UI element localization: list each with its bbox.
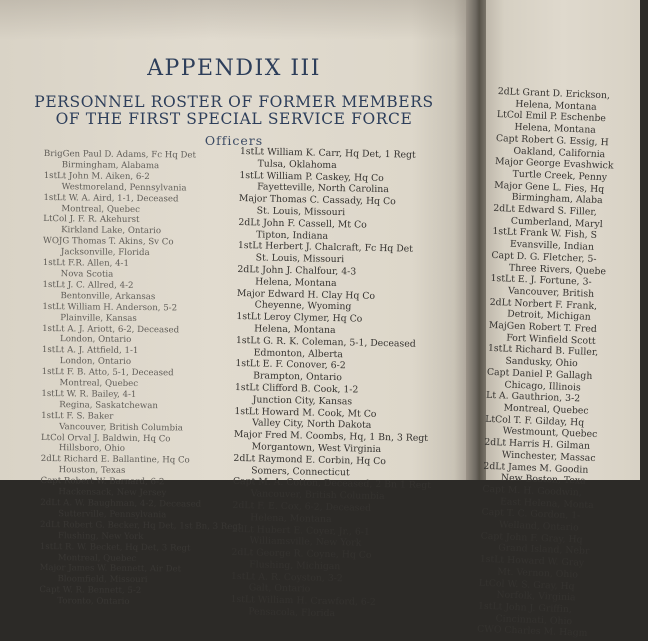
officer-location: Birmingham, Alabama [61,160,160,172]
officer-name: 1stLt A. J. Ariott, 6-2, Deceased [42,323,180,335]
officer-location: Brampton, Ontario [253,370,343,384]
officer-location: Helena, Montana [515,98,597,113]
officer-location: Williamsville, New York [249,535,362,549]
officer-location: Montreal, Quebec [57,552,137,564]
officer-location: Helena, Montana [255,276,337,289]
officer-name: 2dLt James M. Goodin [483,460,589,476]
officer-location: Nova Scotia [60,269,114,280]
roster-entry [44,149,244,173]
officer-location: Oakland, California [513,145,606,160]
roster-entry [41,454,241,478]
officer-location: Bloomfield, Missouri [57,574,148,586]
officer-location: Westmoreland, Pennsylvania [61,181,187,194]
roster-entry [41,389,241,413]
roster-entry [42,302,242,326]
officer-location: Westmount, Quebec [502,425,598,441]
officer-location: Vancouver, British Columbia [250,488,385,503]
officer-location: Welland, Ontario [498,519,579,534]
roster-entry [230,594,445,622]
officer-location: Valley City, North Dakota [252,417,372,432]
roster-entry [43,236,243,260]
officer-name: 1stLt F. B. Atto, 5-1, Deceased [41,367,174,379]
officer-location: Bentonville, Arkansas [60,290,156,302]
officer-name: Major Gene L. Fies, Hq [493,179,605,195]
roster-column-left [39,149,244,609]
roster-entry [43,214,243,238]
officer-location: Cheyenne, Wyoming [254,299,352,313]
officer-location: Three Rivers, Quebe [508,262,607,277]
roster-entry [42,323,242,347]
officer-name: Capt Robert W. Barnard, 6-2 [40,476,165,488]
officer-location: Flushing, New York [57,530,144,542]
officer-name: Major George Evashwick [494,156,614,172]
officer-name: LtCol J. F. R. Akehurst [43,214,140,226]
officer-location: St. Louis, Missouri [255,252,345,266]
officer-name: 1stLt John M. Aiken, 6-2 [43,170,150,182]
officer-location: Plainville, Kansas [60,312,137,324]
officer-name: 1stLt Howard W. Gray [479,553,585,569]
officer-location: Junction City, Kansas [252,394,353,408]
officer-name: 1stLt Howard M. Cook, Mt Co [234,405,377,420]
roster-entry [40,520,240,544]
officer-location: New Boston, Texa [500,472,586,487]
officer-name: 2dLt Raymond E. Corbin, Hq Co [233,452,386,467]
officer-name: Capt M. H. Goodwin, [482,483,582,499]
officer-location: St. Louis, Missouri [256,205,346,219]
officer-name: 1stLt W. R. Bailey, 4-1 [41,388,137,400]
officer-location: Vancouver, British Columbia [59,421,183,434]
officer-name: 1stLt Frank W. Fish, S [492,226,598,242]
officer-location: Cincinnati, Ohio [495,612,573,627]
officer-name: MajGen Robert T. Fred [488,319,598,336]
roster-entry [42,280,242,304]
roster-entry [40,476,240,500]
officer-location: Montreal, Quebec [503,402,589,417]
officer-name: 1stLt Richard B. Fuller, [487,343,599,359]
roster-entry [43,258,243,282]
officer-name: 2dLt Robert G. Becker, Hq Det, 1st Bn, 3 Regt [40,519,242,532]
officer-location: Edmonton, Alberta [253,346,344,360]
officer-location: Helena, Montana [254,323,336,336]
officer-name: 2dLt Richard E. Ballantine, Hq Co [40,454,190,466]
page-shadow [0,0,468,40]
officer-name: 1stLt F.R. Allen, 4-1 [42,258,129,269]
roster-heading-line-2: OF THE FIRST SPECIAL SERVICE FORCE [55,110,413,128]
officer-location: Detroit, Michigan [507,308,591,324]
officer-location: Hillsboro, Ohio [58,443,125,455]
officer-location: Helena, Montana [250,511,332,525]
officer-name: Major Fred M. Coombs, Hq, 1 Bn, 3 Regt [233,429,429,445]
officer-name: 2dLt Hubert E. Coyer, Jr., 6-1 [231,523,370,538]
officer-name: 1stLt R. W. Becket, Hq Det, 3 Regt [39,541,191,554]
roster-entry [39,585,239,609]
officer-location: Fayetteville, North Carolina [257,181,389,196]
officer-name: LtCol Orval J. Baldwin, Hq Co [40,432,171,444]
officer-name: 1stLt John J. Griffin, [477,600,572,616]
officer-name: LtCol Emil P. Eschenbe [496,109,607,125]
officer-name: LtCol T. F. Gilday, Hq [484,413,585,429]
officer-name: Capt Daniel P. Gallagh [486,366,593,382]
officer-name: CWO Charles M. Hagm [476,623,588,640]
officer-location: Sandusky, Ohio [505,355,578,370]
officer-location: Sutterville, Pennsylvania [58,509,167,521]
officer-name: LtCol W. S. Gray, Hq [478,577,575,592]
roster-entry [39,563,239,587]
officer-name: Capt John F. Gray, Hq [480,530,583,546]
officer-location: Chicago, Illinois [504,379,581,393]
roster-entry [41,433,241,457]
officer-name: 1stLt Herbert J. Chalcraft, Fc Hq Det [237,240,414,256]
officer-name: Capt M. A. Cotton, Deceased, 2 Bn 1 Regt [232,476,432,492]
officer-name: 1stLt William H. Crawford, 6-2 [230,594,376,609]
officer-name: 1stLt William P. Caskey, Hq Co [239,169,384,184]
officer-name: Capt T. C. Gordon, 1- [481,507,581,522]
officer-name: 1stLt F. S. Baker [41,410,114,422]
officer-name: Capt Robert G. Essig, H [495,132,609,149]
officer-location: Grand Island, Nebr [498,542,590,558]
section-title-officers: Officers [204,133,264,148]
officer-location: Galt, Ontario [248,582,311,596]
officer-name: 1stLt E. F. Conover, 6-2 [235,358,346,372]
officer-name: 2dLt Norbert F. Frank, [489,296,598,312]
officer-location: East Helena, Monta [499,495,594,511]
officer-name: 1stLt William H. Anderson, 5-2 [42,301,178,314]
officer-name: Major Edward H. Clay Hq Co [236,287,376,302]
officer-location: Kirkland Lake, Ontario [61,225,162,237]
officer-location: Turtle Creek, Penny [512,168,608,184]
officer-location: Fort Winfield Scott [506,332,596,347]
officer-name: BrigGen Paul D. Adams, Fc Hq Det [43,149,196,161]
officer-location: Helena, Montana [514,121,597,136]
officer-name: 1stLt Leroy Clymer, Hq Co [236,311,363,325]
officer-name: 1stLt William K. Carr, Hq Det, 1 Regt [239,146,416,161]
officer-location: Houston, Texas [58,465,126,477]
officer-name: 1stLt A. R. Coyston, 3-2 [230,570,343,584]
officer-name: 1stLt G. R. K. Coleman, 5-1, Deceased [235,334,416,350]
officer-name: 2dLt Edward S. Filler, [493,202,597,218]
roster-entry [44,171,244,195]
officer-name: 2dLt John F. Cassell, Mt Co [238,216,367,231]
officer-name: WOJG Thomas T. Akins, Sv Co [42,236,174,248]
officer-location: Somers, Connecticut [251,464,350,478]
officer-location: Regina, Saskatchewan [59,400,158,412]
officer-location: Vancouver, British [507,285,595,300]
roster-heading-line-1: PERSONNEL ROSTER OF FORMER MEMBERS [34,93,434,111]
officer-name: Capt W. R. Bennett, 5-2 [39,585,142,597]
officer-name: Major James W. Bennett, Air Det [39,563,182,575]
roster-entry [41,367,241,391]
officer-name: 1stLt E. J. Fortune, 3- [490,273,592,288]
roster-entry [43,193,243,217]
officer-name: 2dLt F. E. Cox, 6-2, Deceased [232,499,372,514]
officer-name: 1stLt W. A. Aird, 1-1, Deceased [43,192,179,205]
officer-location: Evansville, Indian [509,238,595,253]
officer-name: Capt D. G. Fletcher, 5- [491,249,597,265]
officer-location: Pensacola, Florida [248,606,336,620]
officer-location: Tulsa, Oklahoma [257,158,337,171]
roster-entry [40,542,240,566]
officer-name: 1stLt Clifford B. Cook, 1-2 [234,381,359,396]
officer-name: 1stLt J. C. Allred, 4-2 [42,279,134,291]
officer-name: 2dLt Grant D. Erickson, [497,86,611,102]
officer-location: Cumberland, Maryl [510,215,603,230]
roster-entry [42,345,242,369]
officer-location: Morgantown, West Virginia [251,441,382,455]
officer-location: Flushing, Michigan [249,559,341,573]
officer-location: Birmingham, Alaba [511,191,603,207]
officer-location: Tipton, Indiana [256,228,329,242]
officer-location: Norfolk, Virginia [496,589,576,604]
officer-name: 2dLt George R. Coyne, Hq Co [231,547,372,561]
officer-location: Jacksonville, Florida [60,247,150,259]
officer-location: Winchester, Massac [501,449,596,464]
officer-name: 2dLt A. W. Baughman, 4-2, Deceased [40,497,202,510]
roster-column-middle [230,146,455,622]
officer-name: Major Thomas C. Cassady, Hq Co [238,193,396,208]
officer-name: 2dLt Harris H. Gilman [484,436,591,452]
roster-entry [41,411,241,435]
roster-column-right [477,86,648,641]
officer-location: Montreal, Quebec [59,378,139,390]
officer-location: Montreal, Quebec [61,203,140,215]
officer-location: Toronto, Ontario [57,596,130,608]
officer-name: Lt A. Gauthrion, 3-2 [485,390,581,405]
officer-location: London, Ontario [59,356,132,368]
officer-location: London, Ontario [59,334,132,346]
appendix-title: APPENDIX III [147,56,321,81]
right-page [476,0,640,640]
officer-location: Mt. Vernon, Ohio [497,566,579,581]
roster-entry [40,498,240,522]
officer-name: 1stLt A. J. Attfield, 1-1 [41,345,139,357]
officer-location: Hackensack, New Jersey [58,487,167,499]
officer-name: 2dLt John J. Chalfour, 4-3 [237,263,357,278]
